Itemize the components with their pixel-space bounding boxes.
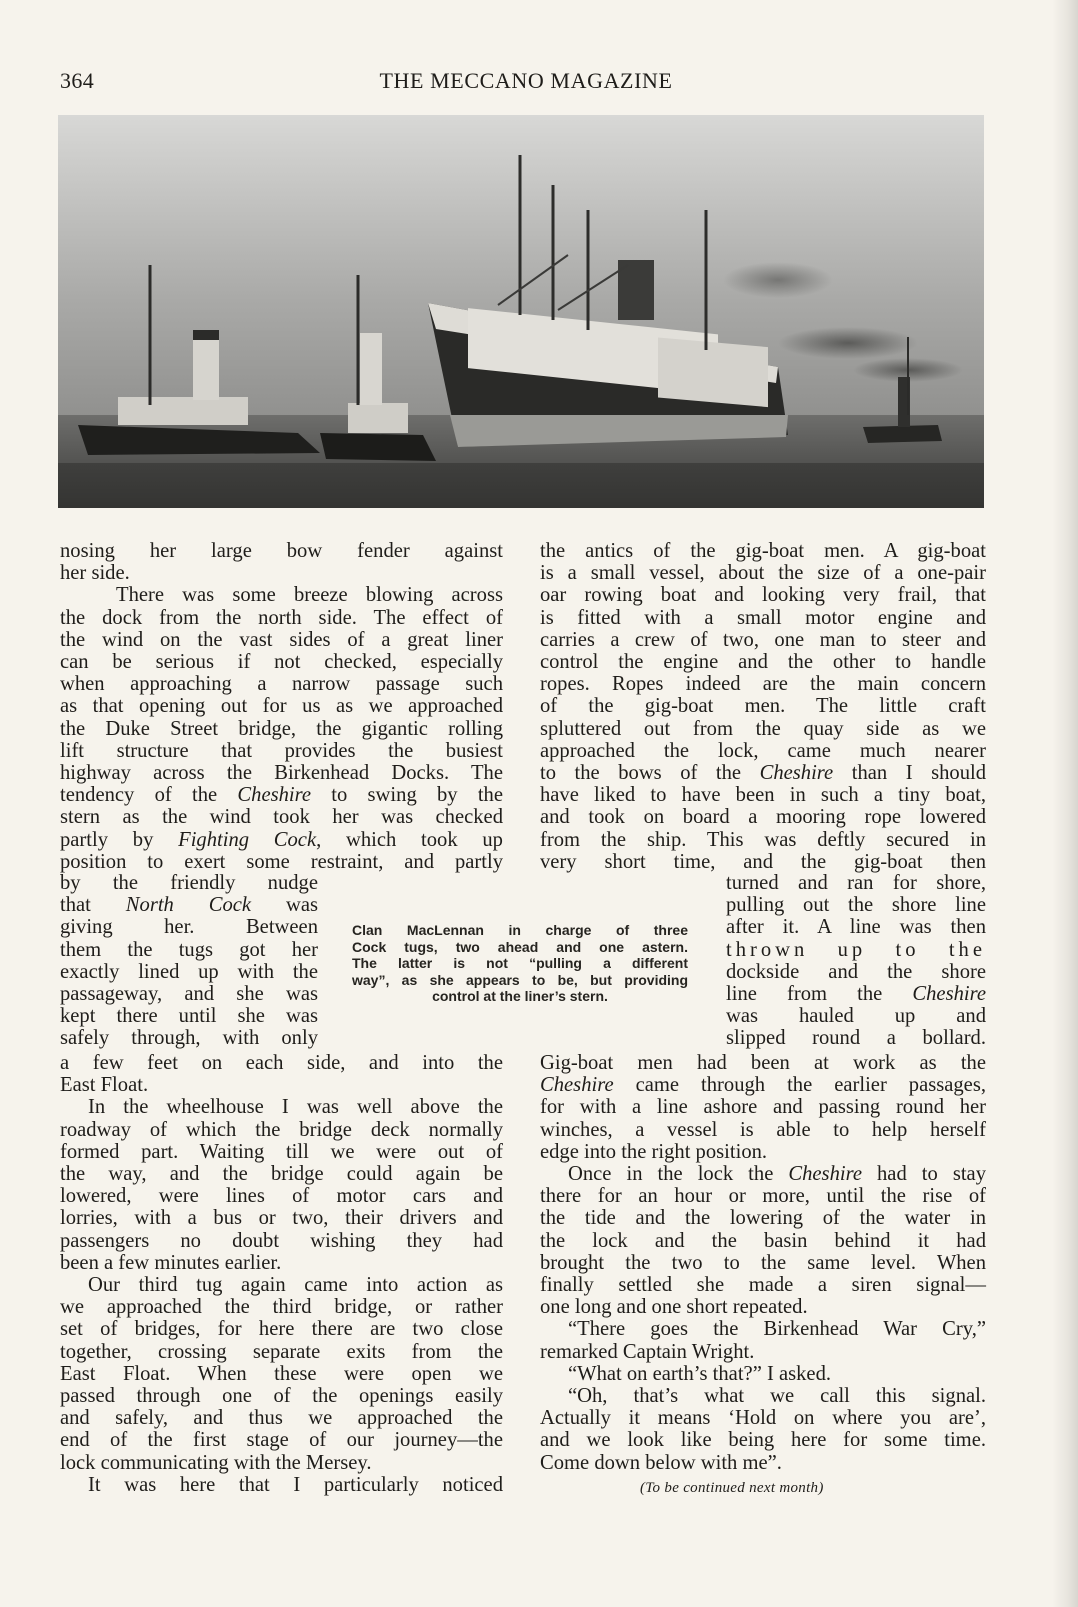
text-line: lock communicating with the Mersey. — [60, 1451, 372, 1474]
magazine-title: THE MECCANO MAGAZINE — [379, 68, 673, 93]
text-line: very short time, and the gig-boat then — [540, 850, 986, 873]
text-line: the lock and the basin behind it had — [540, 1229, 986, 1252]
text-line: and we look like being here for some time. — [540, 1429, 986, 1452]
text-line: passengers no doubt wishing they had — [60, 1229, 503, 1252]
text-line: the wind on the vast sides of a great liner — [60, 628, 503, 651]
text-line: the antics of the gig-boat men. A gig-boat — [540, 540, 986, 562]
text-line: the Duke Street bridge, the gigantic rolling — [60, 717, 503, 740]
text-line: passageway, and she was — [60, 983, 318, 1006]
text-line: them the tugs got her — [60, 938, 318, 961]
text-line: we approached the third bridge, or rather — [60, 1296, 503, 1319]
text-line: highway across the Birkenhead Docks. The — [60, 762, 503, 785]
text-line: Our third tug again came into action as — [88, 1274, 503, 1297]
text-line: the dock from the north side. The effect of — [60, 606, 503, 629]
caption-line: The latter is not “pulling a different — [352, 955, 688, 971]
text-line: the tide and the lowering of the water in — [540, 1207, 986, 1230]
article-right-wrap — [726, 872, 986, 1050]
ship-photograph — [58, 115, 984, 508]
text-line: There was some breeze blowing across — [116, 584, 503, 607]
text-line: been a few minutes earlier. — [60, 1251, 282, 1274]
text-line: and safely, and thus we approached the — [60, 1407, 503, 1430]
text-line: brought the two to the same level. When — [540, 1251, 986, 1274]
continued-note: (To be continued next month) — [640, 1480, 824, 1496]
text-line: partly by Fighting Cock, which took up — [60, 828, 503, 851]
text-line: together, crossing separate exits from the — [60, 1340, 503, 1363]
text-line: after it. A line was then — [726, 916, 986, 939]
article-right-bottom — [540, 1052, 986, 1474]
text-line: lowered, were lines of motor cars and — [60, 1185, 503, 1208]
text-line: “There goes the Birkenhead War Cry,” — [568, 1318, 986, 1341]
text-line: winches, a vessel is able to help herself — [540, 1118, 986, 1141]
text-line: have liked to have been in such a tiny boat, — [540, 784, 986, 807]
text-line: of the gig-boat men. The little craft — [540, 695, 986, 718]
article-left-bottom — [60, 1052, 503, 1496]
text-line: Actually it means ‘Hold on where you are’, — [540, 1407, 986, 1430]
text-line: as that opening out for us as we approached — [60, 695, 503, 718]
text-line: Come down below with me”. — [540, 1451, 782, 1474]
text-line: set of bridges, for here there are two close — [60, 1318, 503, 1341]
text-line: when approaching a narrow passage such — [60, 673, 503, 696]
text-line: her side. — [60, 562, 130, 585]
text-line: line from the Cheshire — [726, 983, 986, 1006]
text-line: formed part. Waiting till we were out of — [60, 1140, 503, 1163]
text-line: was hauled up and — [726, 1005, 986, 1028]
text-line: edge into the right position. — [540, 1140, 768, 1163]
text-line: remarked Captain Wright. — [540, 1340, 755, 1363]
text-line: by the friendly nudge — [60, 872, 318, 894]
text-line: approached the lock, came much nearer — [540, 739, 986, 762]
text-line: kept there until she was — [60, 1005, 318, 1028]
text-line: thrown up to the — [726, 938, 986, 961]
text-line: is a small vessel, about the size of a one-pair — [540, 562, 986, 585]
text-line: passed through one of the openings easily — [60, 1385, 503, 1408]
text-line: can be serious if not checked, especially — [60, 651, 503, 674]
text-line: It was here that I particularly noticed — [88, 1473, 503, 1496]
article-left-top — [60, 540, 503, 873]
text-line: from the ship. This was deftly secured in — [540, 828, 986, 851]
text-line: to the bows of the Cheshire than I should — [540, 762, 987, 785]
caption-line: way”, as she appears to be, but providing — [352, 971, 688, 988]
page-edge-shadow — [1052, 0, 1078, 1607]
text-line: pulling out the shore line — [726, 894, 986, 917]
text-line: end of the first stage of our journey—the — [60, 1429, 503, 1452]
text-line: giving her. Between — [60, 916, 318, 939]
caption-line: Cock tugs, two ahead and one astern. — [352, 938, 688, 955]
text-line: roadway of which the bridge deck normally — [60, 1118, 503, 1141]
text-line: Once in the lock the Cheshire had to stay — [568, 1163, 986, 1186]
text-line: tendency of the Cheshire to swing by the — [60, 784, 503, 807]
text-line: Gig-boat men had been at work as the — [540, 1052, 986, 1074]
text-line: there for an hour or more, until the rise of — [540, 1185, 986, 1208]
text-line: the way, and the bridge could again be — [60, 1163, 503, 1186]
text-line: carries a crew of two, one man to steer and — [540, 628, 986, 651]
caption-line: control at the liner’s stern. — [432, 988, 608, 1004]
text-line: and took on board a mooring rope lowered — [540, 806, 986, 829]
text-line: Cheshire came through the earlier passages, — [540, 1074, 986, 1097]
text-line: turned and ran for shore, — [726, 872, 986, 894]
page-header — [60, 68, 992, 102]
text-line: East Float. — [60, 1074, 149, 1097]
article-left-wrap — [60, 872, 318, 1050]
text-line: position to exert some restraint, and partly — [60, 850, 503, 873]
caption-line: Clan MacLennan in charge of three — [352, 922, 688, 938]
text-line: one long and one short repeated. — [540, 1296, 808, 1319]
text-line: control the engine and the other to handle — [540, 651, 986, 674]
text-line: a few feet on each side, and into the — [60, 1052, 503, 1074]
text-line: dockside and the shore — [726, 960, 986, 983]
text-line: lorries, with a bus or two, their drivers and — [60, 1207, 503, 1230]
text-line: “What on earth’s that?” I asked. — [568, 1362, 832, 1385]
article-right-top — [540, 540, 986, 873]
text-line: East Float. When these were open we — [60, 1362, 503, 1385]
photo-caption — [352, 922, 688, 1005]
text-line: exactly lined up with the — [60, 960, 318, 983]
text-line: oar rowing boat and looking very frail, that — [540, 584, 986, 607]
text-line: “Oh, that’s what we call this signal. — [568, 1385, 986, 1408]
text-line: ropes. Ropes indeed are the main concern — [540, 673, 986, 696]
text-line: for with a line ashore and passing round her — [540, 1096, 986, 1119]
text-line: finally settled she made a siren signal— — [540, 1274, 986, 1297]
text-line: that North Cock was — [60, 894, 318, 917]
text-line: In the wheelhouse I was well above the — [88, 1096, 503, 1119]
text-line: is fitted with a small motor engine and — [540, 606, 986, 629]
text-line: spluttered out from the quay side as we — [540, 717, 986, 740]
text-line: slipped round a bollard. — [726, 1027, 986, 1050]
text-line: nosing her large bow fender against — [60, 540, 503, 562]
text-line: safely through, with only — [60, 1027, 318, 1050]
page-number: 364 — [60, 68, 95, 93]
text-line: stern as the wind took her was checked — [60, 806, 503, 829]
text-line: lift structure that provides the busiest — [60, 739, 503, 762]
